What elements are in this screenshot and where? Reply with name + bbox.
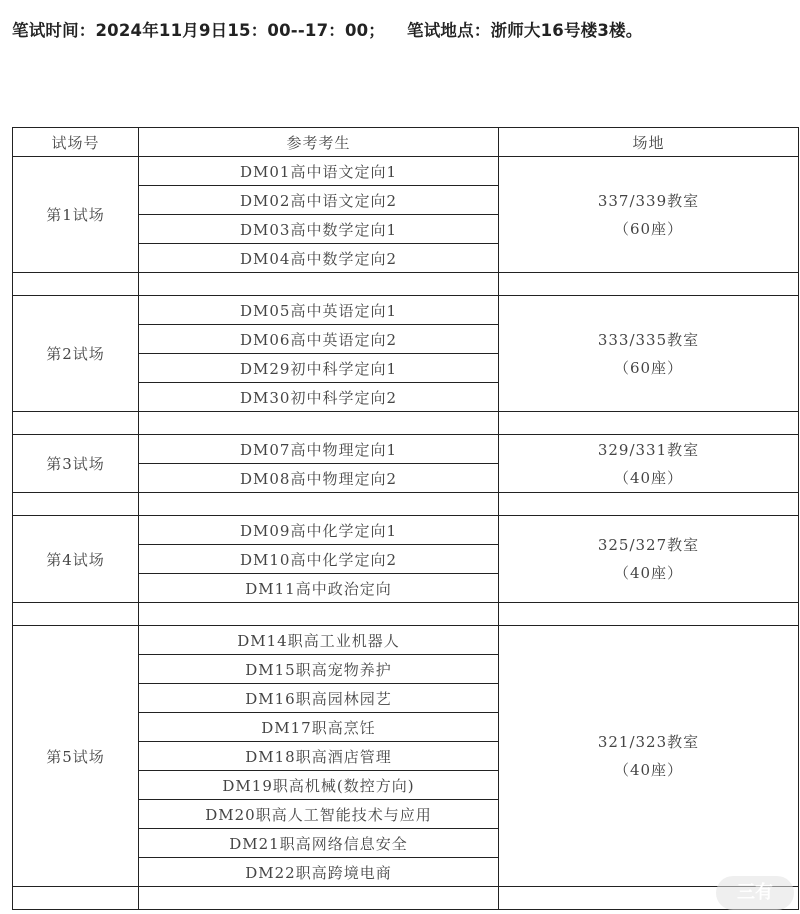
venue-room-text: 325/327教室 xyxy=(597,536,700,554)
candidate-cell: DM09高中化学定向1 xyxy=(139,516,499,545)
candidate-cell: DM02高中语文定向2 xyxy=(139,186,499,215)
watermark-logo: 三有 xyxy=(716,876,794,910)
candidate-cell: DM03高中数学定向1 xyxy=(139,215,499,244)
exam-info-header xyxy=(12,17,642,41)
candidate-cell: DM20职高人工智能技术与应用 xyxy=(139,800,499,829)
venue-cell xyxy=(499,157,799,273)
candidate-cell: DM19职高机械(数控方向) xyxy=(139,771,499,800)
candidate-cell: DM05高中英语定向1 xyxy=(139,296,499,325)
spacer-row xyxy=(13,603,799,626)
candidate-cell: DM21职高网络信息安全 xyxy=(139,829,499,858)
empty-cell xyxy=(139,603,499,626)
empty-cell xyxy=(13,273,139,296)
candidate-cell: DM22职高跨境电商 xyxy=(139,858,499,887)
candidate-cell: DM06高中英语定向2 xyxy=(139,325,499,354)
empty-cell xyxy=(13,412,139,435)
candidate-cell: DM07高中物理定向1 xyxy=(139,435,499,464)
empty-cell xyxy=(139,412,499,435)
empty-cell xyxy=(13,887,139,910)
candidate-cell: DM18职高酒店管理 xyxy=(139,742,499,771)
candidate-cell: DM08高中物理定向2 xyxy=(139,464,499,493)
exam-time-text: 笔试时间：2024年11月9日15：00--17：00； xyxy=(12,21,386,40)
candidate-cell: DM11高中政治定向 xyxy=(139,574,499,603)
spacer-row xyxy=(13,493,799,516)
venue-seats-text: （60座） xyxy=(613,358,684,377)
candidate-cell: DM16职高园林园艺 xyxy=(139,684,499,713)
exam-place-text: 笔试地点：浙师大16号楼3楼。 xyxy=(407,21,643,40)
venue-cell xyxy=(499,516,799,603)
venue-seats-text: （40座） xyxy=(613,468,684,487)
candidate-cell: DM01高中语文定向1 xyxy=(139,157,499,186)
venue-seats-text: （40座） xyxy=(613,761,684,779)
spacer-row xyxy=(13,887,799,910)
table-row xyxy=(13,157,799,186)
empty-cell xyxy=(139,887,499,910)
candidate-cell: DM30初中科学定向2 xyxy=(139,383,499,412)
candidate-cell: DM17职高烹饪 xyxy=(139,713,499,742)
venue-seats-text: （60座） xyxy=(613,219,684,238)
empty-cell xyxy=(499,412,799,435)
venue-cell xyxy=(499,296,799,412)
table-header-row xyxy=(13,128,799,157)
spacer-row xyxy=(13,412,799,435)
exam-room-table xyxy=(12,127,799,910)
room-cell: 第2试场 xyxy=(13,296,139,412)
empty-cell xyxy=(499,493,799,516)
empty-cell xyxy=(499,273,799,296)
venue-seats-text: （40座） xyxy=(613,564,684,582)
room-cell: 第4试场 xyxy=(13,516,139,603)
spacer-row xyxy=(13,273,799,296)
table-row xyxy=(13,626,799,655)
venue-room-text: 329/331教室 xyxy=(597,440,700,459)
candidate-cell: DM15职高宠物养护 xyxy=(139,655,499,684)
venue-room-text: 321/323教室 xyxy=(597,733,700,751)
empty-cell xyxy=(13,493,139,516)
column-header-candidates: 参考考生 xyxy=(139,128,499,157)
candidate-cell: DM10高中化学定向2 xyxy=(139,545,499,574)
column-header-room: 试场号 xyxy=(13,128,139,157)
room-cell: 第5试场 xyxy=(13,626,139,887)
venue-room-text: 337/339教室 xyxy=(597,191,700,210)
empty-cell xyxy=(13,603,139,626)
candidate-cell: DM29初中科学定向1 xyxy=(139,354,499,383)
empty-cell xyxy=(499,603,799,626)
venue-cell xyxy=(499,435,799,493)
table-row xyxy=(13,516,799,545)
candidate-cell: DM04高中数学定向2 xyxy=(139,244,499,273)
column-header-venue: 场地 xyxy=(499,128,799,157)
venue-room-text: 333/335教室 xyxy=(597,330,700,349)
room-cell: 第1试场 xyxy=(13,157,139,273)
empty-cell xyxy=(139,273,499,296)
venue-cell xyxy=(499,626,799,887)
table-row xyxy=(13,296,799,325)
table-row xyxy=(13,435,799,464)
room-cell: 第3试场 xyxy=(13,435,139,493)
empty-cell xyxy=(139,493,499,516)
candidate-cell: DM14职高工业机器人 xyxy=(139,626,499,655)
